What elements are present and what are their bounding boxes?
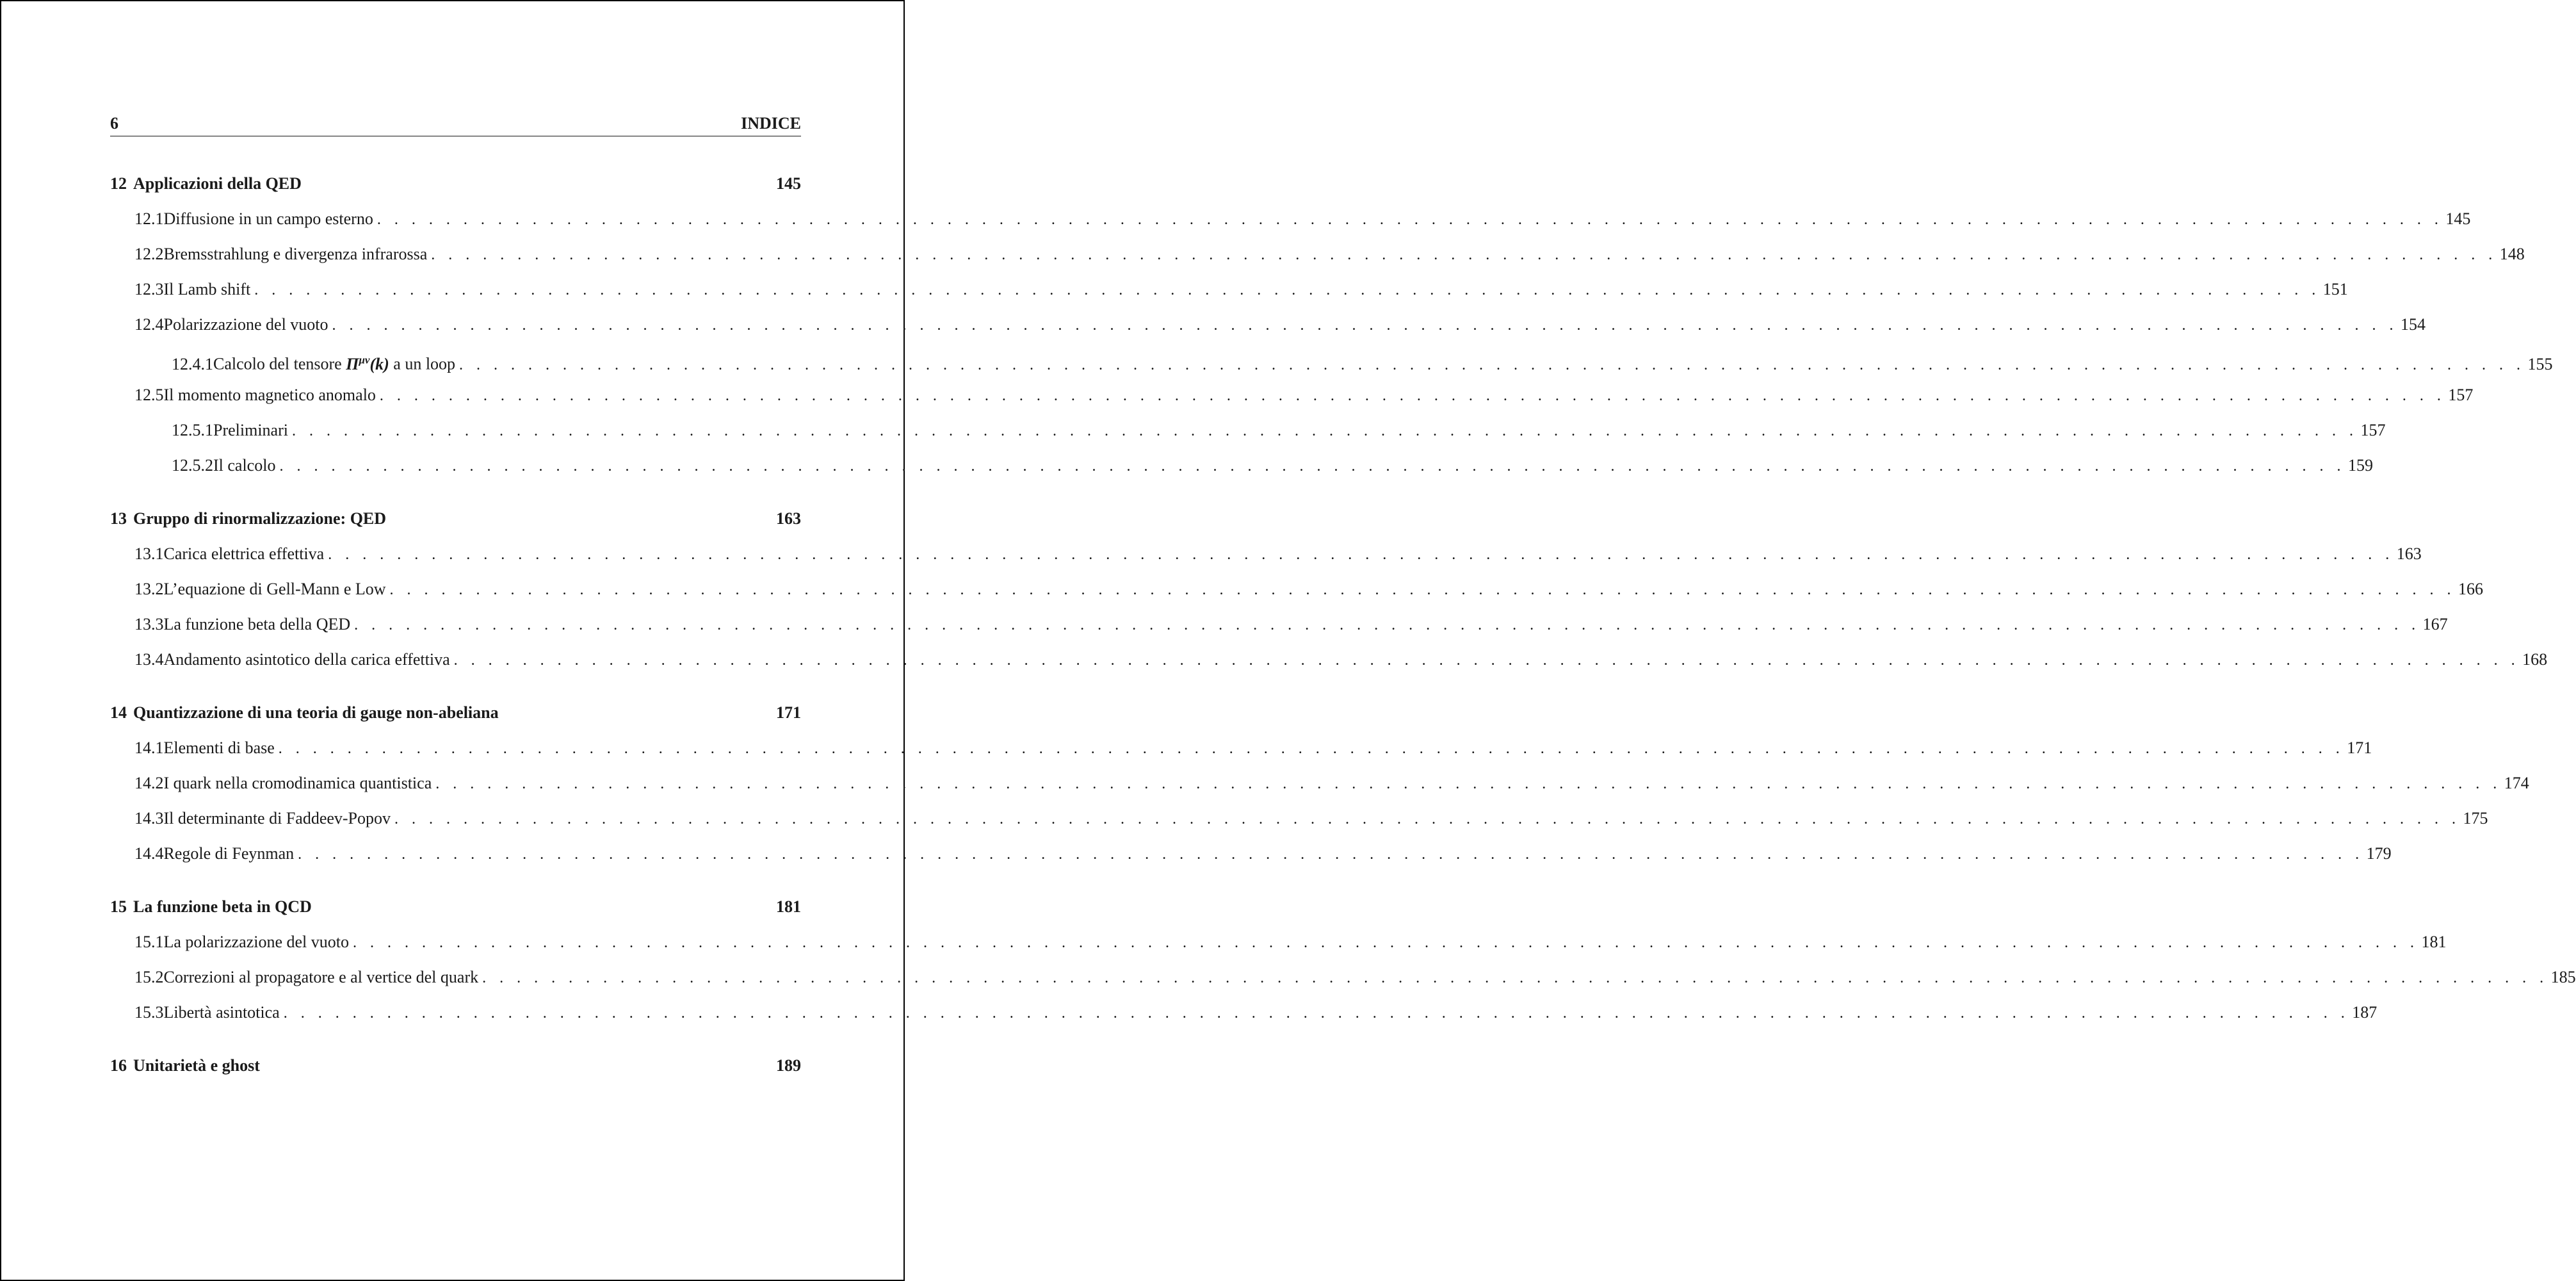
- toc-section-entry[interactable]: [110, 642, 2548, 677]
- entry-title-text: I quark nella cromodinamica quantistica: [163, 774, 432, 792]
- entry-title-text: Polarizzazione del vuoto: [163, 315, 328, 334]
- entry-page-number: 155: [2527, 354, 2553, 373]
- entry-number: 12.3: [134, 280, 164, 298]
- chapter-heading: [110, 889, 312, 924]
- entry-title: [213, 412, 292, 448]
- chapter-page-number: 189: [776, 1056, 801, 1075]
- math-expression: [346, 355, 389, 373]
- entry-title: [164, 801, 395, 836]
- toc-section-entry[interactable]: [110, 801, 2488, 836]
- entry-number: 14.4: [134, 844, 164, 863]
- math-superscript: μν: [359, 354, 370, 366]
- toc-section-entry[interactable]: [110, 730, 2372, 765]
- chapter-page-number: 145: [776, 174, 801, 193]
- dot-leader: . . . . . . . . . . . . . . . . . . . . . . . . . . . . . . . . . . . . . . . . . . . . . . . . . . . . . . . . . . . . . . . . . . . . . . . . . . . . . . . . . . . . . . . . . . . . . . . . . . . . . . . . . . . . . . . . . . . . . . . .: [298, 846, 2364, 863]
- chapter-heading: [110, 695, 499, 730]
- entry-page-number: 175: [2463, 809, 2488, 828]
- toc-section-entry[interactable]: [110, 307, 2426, 342]
- entry-title: [164, 201, 377, 236]
- entry-title: [164, 730, 279, 765]
- entry-page-number: 185: [2550, 968, 2576, 986]
- dot-leader: . . . . . . . . . . . . . . . . . . . . . . . . . . . . . . . . . . . . . . . . . . . . . . . . . . . . . . . . . . . . . . . . . . . . . . . . . . . . . . . . . . . . . . . . . . . . . . . . . . . . . . . . . . . . . . . . . . . . . . . .: [379, 388, 2446, 404]
- entry-title-text: Il calcolo: [213, 456, 276, 475]
- entry-title-text: Carica elettrica effettiva: [163, 544, 325, 563]
- chapter-title: Applicazioni della QED: [133, 174, 302, 193]
- dot-leader: . . . . . . . . . . . . . . . . . . . . . . . . . . . . . . . . . . . . . . . . . . . . . . . . . . . . . . . . . . . . . . . . . . . . . . . . . . . . . . . . . . . . . . . . . . . . . . . . . . . . . . . . . . . . . . . . . . . . . . . .: [278, 740, 2345, 757]
- dot-leader: . . . . . . . . . . . . . . . . . . . . . . . . . . . . . . . . . . . . . . . . . . . . . . . . . . . . . . . . . . . . . . . . . . . . . . . . . . . . . . . . . . . . . . . . . . . . . . . . . . . . . . . . . . . . . . . . . . . . . . . .: [352, 934, 2419, 951]
- chapter-page-number: 181: [776, 897, 801, 916]
- math-symbol: Π: [346, 354, 359, 373]
- entry-title: [164, 959, 483, 995]
- entry-page-number: 167: [2422, 615, 2448, 633]
- toc-section-entry[interactable]: [110, 607, 2448, 642]
- entry-number: 15.1: [134, 933, 164, 951]
- toc-subsection-entry[interactable]: [110, 412, 2386, 448]
- toc-section-entry[interactable]: [110, 201, 2471, 236]
- entry-title: [164, 377, 380, 412]
- dot-leader: . . . . . . . . . . . . . . . . . . . . . . . . . . . . . . . . . . . . . . . . . . . . . . . . . . . . . . . . . . . . . . . . . . . . . . . . . . . . . . . . . . . . . . . . . . . . . . . . . . . . . . . . . . . . . . . . . . . . . . . .: [291, 423, 2358, 439]
- entry-number: 12.1: [134, 209, 164, 228]
- dot-leader: . . . . . . . . . . . . . . . . . . . . . . . . . . . . . . . . . . . . . . . . . . . . . . . . . . . . . . . . . . . . . . . . . . . . . . . . . . . . . . . . . . . . . . . . . . . . . . . . . . . . . . . . . . . . . . . . . . . . . . . .: [394, 811, 2461, 828]
- chapter-title: Quantizzazione di una teoria di gauge non-abeliana: [133, 703, 499, 722]
- entry-title: [164, 924, 353, 959]
- chapter-number: 14: [110, 703, 127, 722]
- toc-section-entry[interactable]: [110, 236, 2525, 272]
- entry-page-number: 181: [2421, 933, 2447, 951]
- entry-title-text: Preliminari: [213, 421, 288, 439]
- entry-number: 14.1: [134, 738, 164, 757]
- entry-number: 13.1: [134, 544, 164, 563]
- chapter-title: Unitarietà e ghost: [133, 1056, 260, 1075]
- entry-title: [213, 342, 459, 382]
- chapter-title: Gruppo di rinormalizzazione: QED: [133, 509, 387, 528]
- toc-subsection-entry[interactable]: [110, 342, 2553, 377]
- dot-leader: . . . . . . . . . . . . . . . . . . . . . . . . . . . . . . . . . . . . . . . . . . . . . . . . . . . . . . . . . . . . . . . . . . . . . . . . . . . . . . . . . . . . . . . . . . . . . . . . . . . . . . . . . . . . . . . . . . . . . . . .: [459, 356, 2525, 373]
- entry-number: 12.4.1: [172, 354, 213, 373]
- entry-number: 15.3: [134, 1003, 164, 1022]
- dot-leader: . . . . . . . . . . . . . . . . . . . . . . . . . . . . . . . . . . . . . . . . . . . . . . . . . . . . . . . . . . . . . . . . . . . . . . . . . . . . . . . . . . . . . . . . . . . . . . . . . . . . . . . . . . . . . . . . . . . . . . . .: [254, 282, 2321, 298]
- toc-section-entry[interactable]: [110, 377, 2474, 412]
- toc-section-entry[interactable]: [110, 571, 2484, 607]
- dot-leader: . . . . . . . . . . . . . . . . . . . . . . . . . . . . . . . . . . . . . . . . . . . . . . . . . . . . . . . . . . . . . . . . . . . . . . . . . . . . . . . . . . . . . . . . . . . . . . . . . . . . . . . . . . . . . . . . . . . . . . . .: [332, 317, 2399, 334]
- entry-number: 12.5: [134, 386, 164, 404]
- toc-content: [110, 114, 2576, 1083]
- toc-chapter-entry[interactable]: [110, 1048, 801, 1083]
- entry-title: [164, 607, 355, 642]
- entry-title: [164, 765, 436, 801]
- toc-section-entry[interactable]: [110, 765, 2529, 801]
- entry-number: 15.2: [134, 968, 164, 986]
- entry-page-number: 187: [2352, 1003, 2378, 1022]
- entry-page-number: 174: [2504, 774, 2529, 792]
- entry-title-text: La funzione beta della QED: [163, 615, 351, 633]
- running-header: [110, 114, 801, 136]
- chapter-heading: [110, 1048, 260, 1083]
- entry-page-number: 179: [2366, 844, 2392, 863]
- entry-title-text: Il momento magnetico anomalo: [163, 386, 376, 404]
- dot-leader: . . . . . . . . . . . . . . . . . . . . . . . . . . . . . . . . . . . . . . . . . . . . . . . . . . . . . . . . . . . . . . . . . . . . . . . . . . . . . . . . . . . . . . . . . . . . . . . . . . . . . . . . . . . . . . . . . . . . . . . .: [431, 247, 2497, 263]
- entry-title-prefix: Calcolo del tensore: [213, 354, 342, 373]
- dot-leader: . . . . . . . . . . . . . . . . . . . . . . . . . . . . . . . . . . . . . . . . . . . . . . . . . . . . . . . . . . . . . . . . . . . . . . . . . . . . . . . . . . . . . . . . . . . . . . . . . . . . . . . . . . . . . . . . . . . . . . . .: [389, 582, 2456, 598]
- math-argument: (k): [369, 354, 389, 373]
- entry-page-number: 157: [2448, 386, 2474, 404]
- entry-number: 12.5.1: [172, 421, 213, 439]
- chapter-heading: [110, 166, 302, 201]
- entry-page-number: 148: [2499, 245, 2525, 263]
- entry-title: [164, 272, 255, 307]
- chapter-gap: [110, 483, 801, 501]
- toc-section-entry[interactable]: [110, 836, 2392, 871]
- toc-chapter-entry[interactable]: [110, 501, 801, 536]
- entry-page-number: 166: [2458, 580, 2484, 598]
- entry-number: 14.2: [134, 774, 164, 792]
- toc-section-entry[interactable]: [110, 924, 2447, 959]
- entry-title: [164, 995, 284, 1030]
- dot-leader: . . . . . . . . . . . . . . . . . . . . . . . . . . . . . . . . . . . . . . . . . . . . . . . . . . . . . . . . . . . . . . . . . . . . . . . . . . . . . . . . . . . . . . . . . . . . . . . . . . . . . . . . . . . . . . . . . . . . . . . .: [279, 458, 2345, 475]
- entry-page-number: 159: [2347, 456, 2373, 475]
- toc-section-entry[interactable]: [110, 536, 2422, 571]
- header-page-number: 6: [110, 114, 118, 133]
- entry-title: [164, 571, 390, 607]
- entry-title-text: Diffusione in un campo esterno: [163, 209, 373, 228]
- entry-number: 13.3: [134, 615, 164, 633]
- entry-page-number: 171: [2347, 738, 2372, 757]
- entry-title: [213, 448, 279, 483]
- dot-leader: . . . . . . . . . . . . . . . . . . . . . . . . . . . . . . . . . . . . . . . . . . . . . . . . . . . . . . . . . . . . . . . . . . . . . . . . . . . . . . . . . . . . . . . . . . . . . . . . . . . . . . . . . . . . . . . . . . . . . . . .: [328, 546, 2394, 563]
- chapter-gap: [110, 1030, 801, 1048]
- entry-title: [164, 642, 454, 677]
- entry-title-suffix: a un loop: [393, 354, 456, 373]
- entry-title: [164, 236, 432, 272]
- entry-title: [164, 307, 332, 342]
- toc-chapter-entry[interactable]: [110, 889, 801, 924]
- dot-leader: . . . . . . . . . . . . . . . . . . . . . . . . . . . . . . . . . . . . . . . . . . . . . . . . . . . . . . . . . . . . . . . . . . . . . . . . . . . . . . . . . . . . . . . . . . . . . . . . . . . . . . . . . . . . . . . . . . . . . . . .: [354, 617, 2420, 633]
- toc-section-entry[interactable]: [110, 995, 2378, 1030]
- entry-title: [164, 536, 328, 571]
- dot-leader: . . . . . . . . . . . . . . . . . . . . . . . . . . . . . . . . . . . . . . . . . . . . . . . . . . . . . . . . . . . . . . . . . . . . . . . . . . . . . . . . . . . . . . . . . . . . . . . . . . . . . . . . . . . . . . . . . . . . . . . .: [453, 652, 2520, 669]
- entry-page-number: 145: [2445, 209, 2471, 228]
- entry-title-text: La polarizzazione del vuoto: [163, 933, 349, 951]
- chapter-number: 16: [110, 1056, 127, 1075]
- chapter-page-number: 171: [776, 703, 801, 722]
- dot-leader: . . . . . . . . . . . . . . . . . . . . . . . . . . . . . . . . . . . . . . . . . . . . . . . . . . . . . . . . . . . . . . . . . . . . . . . . . . . . . . . . . . . . . . . . . . . . . . . . . . . . . . . . . . . . . . . . . . . . . . . .: [482, 970, 2548, 986]
- entry-title-text: Il determinante di Faddeev-Popov: [163, 809, 391, 828]
- entry-page-number: 168: [2522, 650, 2548, 669]
- entry-number: 13.4: [134, 650, 164, 669]
- table-of-contents: [110, 166, 2576, 1083]
- dot-leader: . . . . . . . . . . . . . . . . . . . . . . . . . . . . . . . . . . . . . . . . . . . . . . . . . . . . . . . . . . . . . . . . . . . . . . . . . . . . . . . . . . . . . . . . . . . . . . . . . . . . . . . . . . . . . . . . . . . . . . . .: [435, 776, 2502, 792]
- entry-title-text: Bremsstrahlung e divergenza infrarossa: [163, 245, 428, 263]
- entry-page-number: 157: [2360, 421, 2386, 439]
- entry-title-text: Elementi di base: [163, 738, 275, 757]
- chapter-number: 15: [110, 897, 127, 916]
- chapter-gap: [110, 871, 801, 889]
- entry-title-text: Regole di Feynman: [163, 844, 295, 863]
- chapter-gap: [110, 677, 801, 695]
- toc-chapter-entry[interactable]: [110, 695, 801, 730]
- toc-subsection-entry[interactable]: [110, 448, 2373, 483]
- entry-title-text: Correzioni al propagatore e al vertice del quark: [163, 968, 479, 986]
- entry-number: 13.2: [134, 580, 164, 598]
- dot-leader: . . . . . . . . . . . . . . . . . . . . . . . . . . . . . . . . . . . . . . . . . . . . . . . . . . . . . . . . . . . . . . . . . . . . . . . . . . . . . . . . . . . . . . . . . . . . . . . . . . . . . . . . . . . . . . . . . . . . . . . .: [283, 1005, 2350, 1022]
- entry-number: 12.4: [134, 315, 164, 334]
- entry-page-number: 151: [2322, 280, 2348, 298]
- entry-title: [164, 836, 298, 871]
- entry-page-number: 154: [2401, 315, 2426, 334]
- toc-section-entry[interactable]: [110, 272, 2348, 307]
- chapter-heading: [110, 501, 386, 536]
- entry-title-text: Libertà asintotica: [163, 1003, 280, 1022]
- entry-number: 14.3: [134, 809, 164, 828]
- chapter-page-number: 163: [776, 509, 801, 528]
- chapter-number: 13: [110, 509, 127, 528]
- entry-number: 12.2: [134, 245, 164, 263]
- entry-title-text: Il Lamb shift: [163, 280, 251, 298]
- dot-leader: . . . . . . . . . . . . . . . . . . . . . . . . . . . . . . . . . . . . . . . . . . . . . . . . . . . . . . . . . . . . . . . . . . . . . . . . . . . . . . . . . . . . . . . . . . . . . . . . . . . . . . . . . . . . . . . . . . . . . . . .: [377, 211, 2443, 228]
- entry-title-text: L’equazione di Gell-Mann e Low: [163, 580, 386, 598]
- entry-number: 12.5.2: [172, 456, 213, 475]
- chapter-title: La funzione beta in QCD: [133, 897, 312, 916]
- entry-page-number: 163: [2396, 544, 2422, 563]
- toc-chapter-entry[interactable]: [110, 166, 801, 201]
- chapter-number: 12: [110, 174, 127, 193]
- entry-title-text: Andamento asintotico della carica effettiva: [163, 650, 450, 669]
- header-title: INDICE: [741, 114, 801, 133]
- toc-section-entry[interactable]: [110, 959, 2576, 995]
